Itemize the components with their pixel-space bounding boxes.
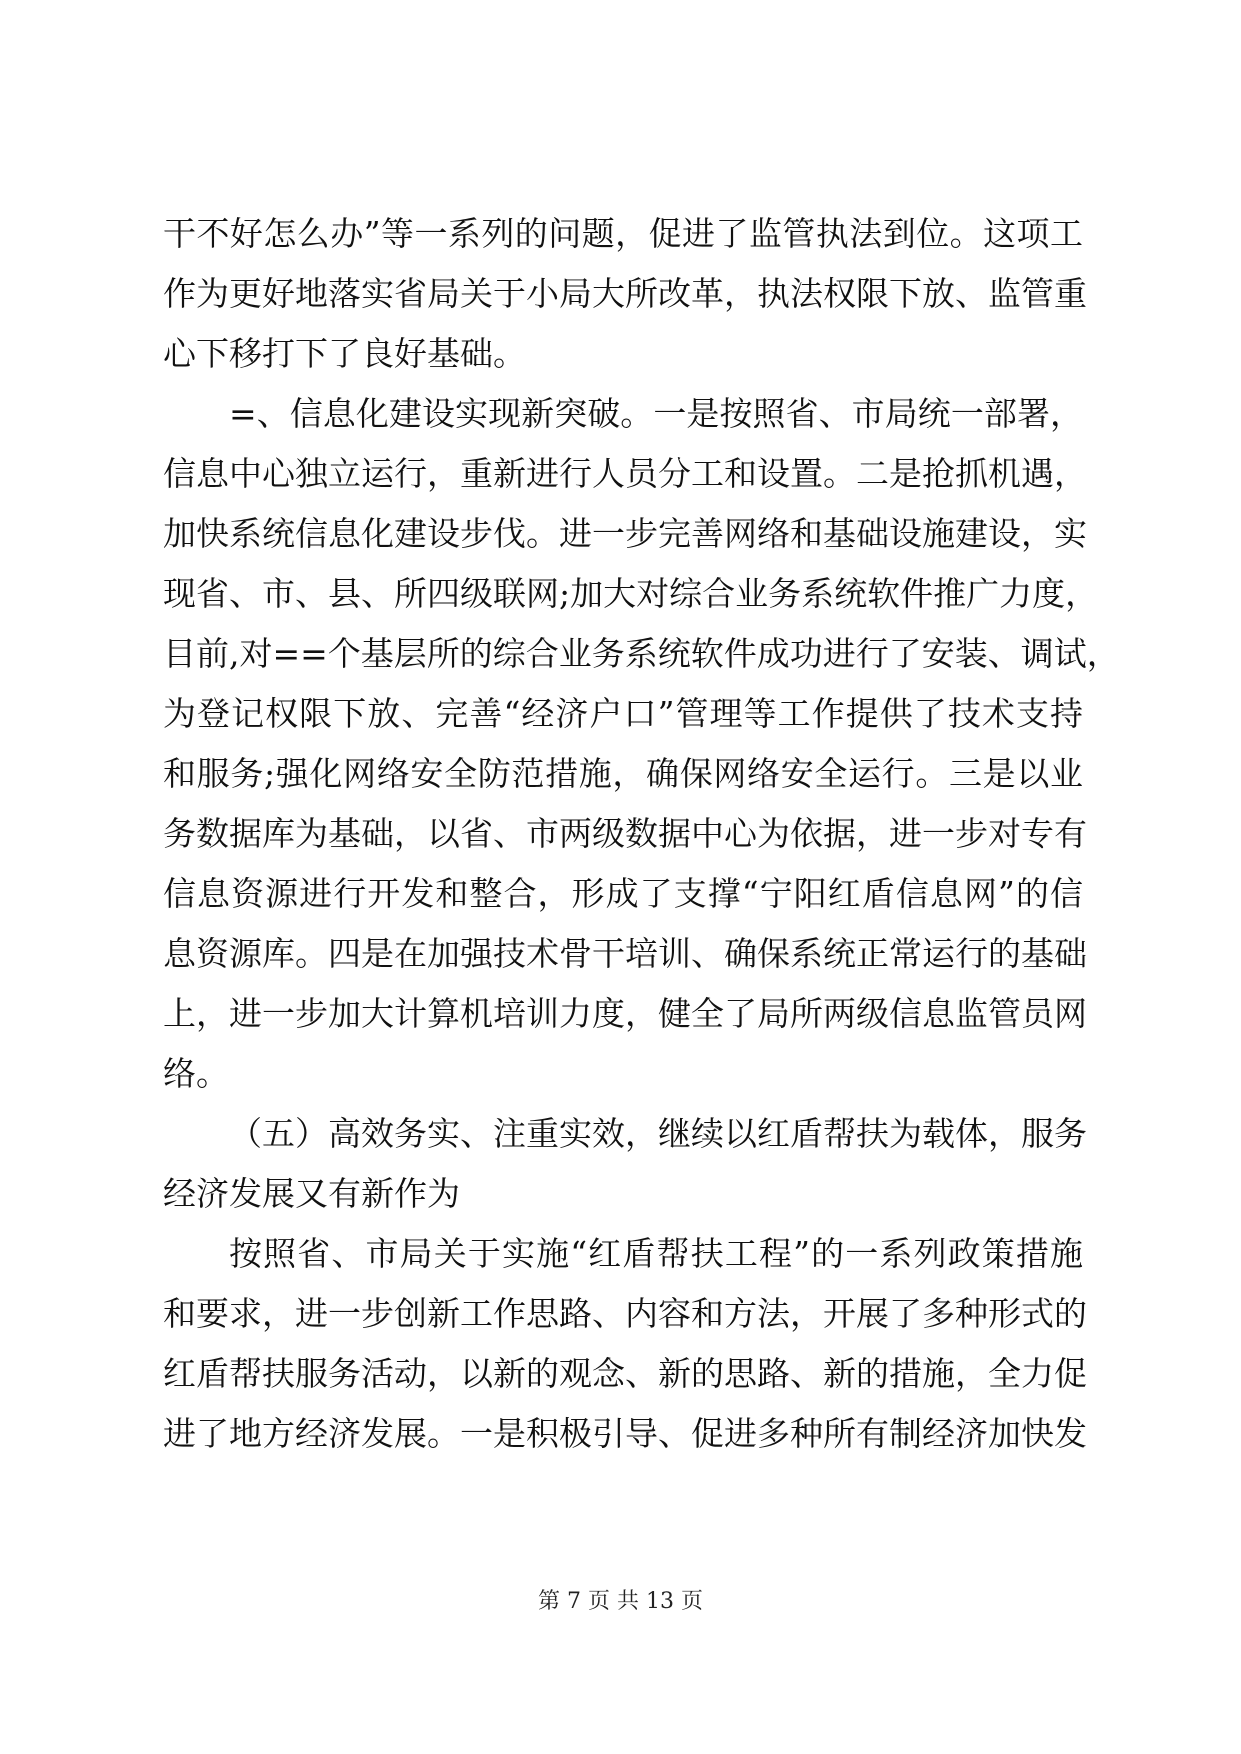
paragraph-first-line: =、信息化建设实现新突破。一是按照省、市局统一部署， <box>229 394 1083 433</box>
section-heading-line: 经济发展又有新作为 <box>163 1174 460 1213</box>
paragraph-line: 上，进一步加大计算机培训力度，健全了局所两级信息监管员网 <box>163 994 1087 1033</box>
paragraph-line: 心下移打下了良好基础。 <box>163 334 526 373</box>
paragraph-first-line: 按照省、市局关于实施“红盾帮扶工程”的一系列政策措施 <box>229 1234 1083 1273</box>
paragraph-line: 红盾帮扶服务活动，以新的观念、新的思路、新的措施，全力促 <box>163 1354 1087 1393</box>
paragraph-line: 务数据库为基础，以省、市两级数据中心为依据，进一步对专有 <box>163 814 1087 853</box>
paragraph-line: 为登记权限下放、完善“经济户口”管理等工作提供了技术支持 <box>163 694 1083 733</box>
paragraph-line: 作为更好地落实省局关于小局大所改革，执法权限下放、监管重 <box>163 274 1087 313</box>
paragraph-line: 息资源库。四是在加强技术骨干培训、确保系统正常运行的基础 <box>163 934 1087 973</box>
paragraph-line: 和服务;强化网络安全防范措施，确保网络安全运行。三是以业 <box>163 754 1083 793</box>
section-heading-line: （五）高效务实、注重实效，继续以红盾帮扶为载体，服务 <box>229 1114 1087 1153</box>
page-footer: 第 7 页 共 13 页 <box>538 1589 703 1614</box>
paragraph-line: 目前,对==个基层所的综合业务系统软件成功进行了安装、调试， <box>163 634 1120 673</box>
paragraph-line: 干不好怎么办”等一系列的问题，促进了监管执法到位。这项工 <box>163 214 1083 253</box>
paragraph-line: 进了地方经济发展。一是积极引导、促进多种所有制经济加快发 <box>163 1414 1087 1453</box>
paragraph-line: 信息资源进行开发和整合，形成了支撑“宁阳红盾信息网”的信 <box>163 874 1083 913</box>
paragraph-line: 和要求，进一步创新工作思路、内容和方法，开展了多种形式的 <box>163 1294 1087 1333</box>
paragraph-line: 信息中心独立运行，重新进行人员分工和设置。二是抢抓机遇， <box>163 454 1087 493</box>
paragraph-line: 加快系统信息化建设步伐。进一步完善网络和基础设施建设，实 <box>163 514 1087 553</box>
paragraph-line: 络。 <box>163 1054 229 1093</box>
paragraph-line: 现省、市、县、所四级联网;加大对综合业务系统软件推广力度， <box>163 574 1099 613</box>
